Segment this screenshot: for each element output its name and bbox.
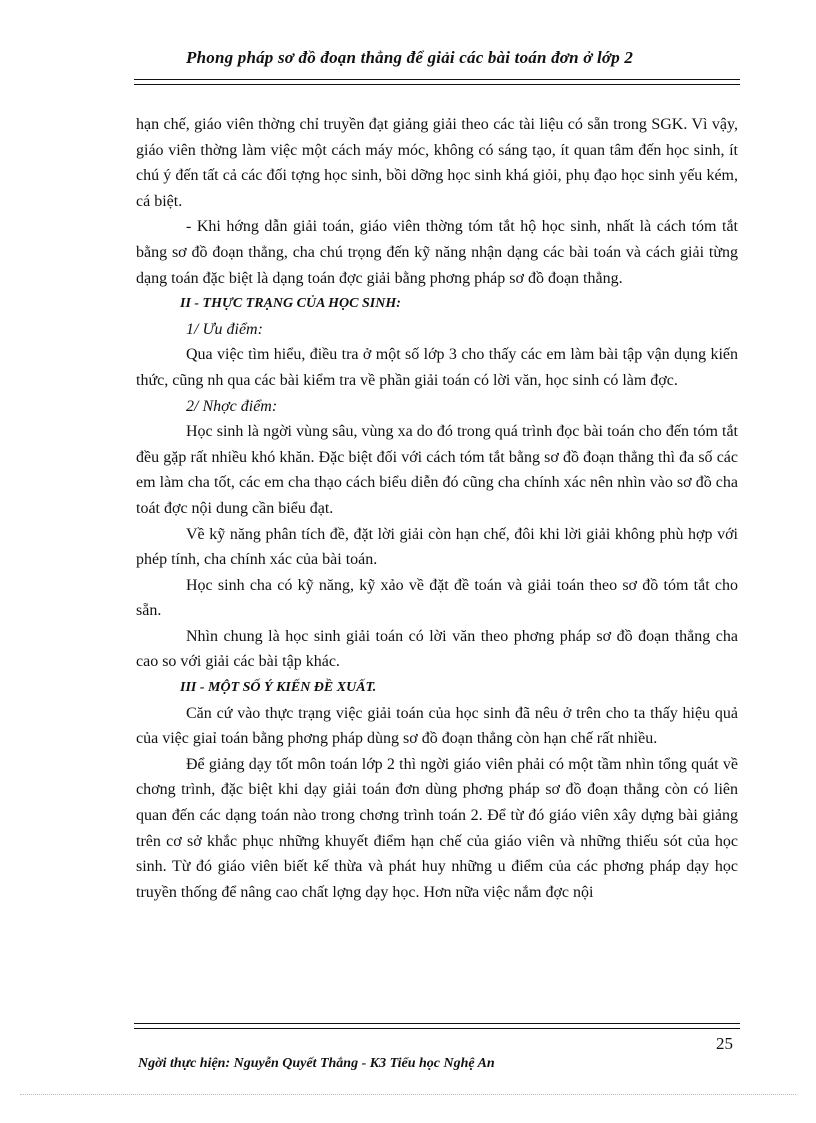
sub-heading: 1/ Ưu điểm: — [186, 320, 263, 338]
page-number: 25 — [716, 1034, 733, 1053]
section-heading: II - THỰC TRẠNG CỦA HỌC SINH: — [180, 296, 401, 312]
section-heading: III - MỘT SỐ Ý KIẾN ĐỀ XUẤT. — [180, 680, 377, 696]
page-edge-dotted-line — [20, 1094, 796, 1095]
header-rule-bottom — [134, 84, 740, 85]
paragraph: hạn chế, giáo viên thờng chỉ truyền đạt giảng giải theo các tài liệu có sẵn trong SGK. Vì vậy, giáo viên thờng làm việc một cách máy móc, không có sáng tạo, ít quan tâm đến học sinh, ít chú ý đến tất cả các đối tợng học sinh, bồi dỡng học sinh khá giỏi, phụ đạo học sinh yếu kém, cá biệt. — [136, 116, 738, 210]
paragraph: - Khi hớng dẫn giải toán, giáo viên thờng tóm tắt hộ học sinh, nhất là cách tóm tắt bằng sơ đồ đoạn thẳng, cha chú trọng đến kỹ năng nhận dạng các bài toán và cách giải từng dạng toán đặc biệt là dạng toán đợc giải bằng phơng pháp sơ đồ đoạn thẳng. — [136, 218, 738, 287]
sub-heading: 2/ Nhợc điểm: — [186, 397, 278, 415]
paragraph: Để giảng dạy tốt môn toán lớp 2 thì ngời giáo viên phải có một tầm nhìn tổng quát về chơng trình, đặc biệt khi dạy giải toán đơn dùng phơng pháp sơ đồ đoạn thẳng còn có liên quan đến các dạng toán nào trong chơng trình toán 2. Để từ đó giáo viên xây dựng bài giảng trên cơ sở khắc phục những khuyết điểm hạn chế của giáo viên và những thiếu sót của học sinh. Từ đó giáo viên biết kế thừa và phát huy những u điểm của các phơng pháp dạy học truyền thống để nâng cao chất lợng dạy học. Hơn nữa việc nắm đợc nội — [136, 755, 738, 901]
paragraph: Học sinh cha có kỹ năng, kỹ xảo về đặt đề toán và giải toán theo sơ đồ tóm tắt cho sẵn. — [136, 576, 738, 620]
paragraph: Học sinh là ngời vùng sâu, vùng xa do đó trong quá trình đọc bài toán cho đến tóm tắt đều gặp rất nhiều khó khăn. Đặc biệt đối với cách tóm tắt bằng sơ đồ đoạn thẳng thì đa số các em làm cha tốt, các em cha thạo cách biểu diễn đó cũng cha chính xác nên nhìn vào sơ đồ cha toát đợc nội dung cần biểu đạt. — [136, 423, 738, 517]
paragraph: Qua việc tìm hiểu, điều tra ở một số lớp 3 cho thấy các em làm bài tập vận dụng kiến thức, cũng nh qua các bài kiểm tra về phần giải toán có lời văn, học sinh có làm đợc. — [136, 346, 738, 389]
paragraph: Nhìn chung là học sinh giải toán có lời văn theo phơng pháp sơ đồ đoạn thẳng cha cao so với giải các bài tập khác. — [136, 627, 738, 671]
paragraph: Căn cứ vào thực trạng việc giải toán của học sinh đã nêu ở trên cho ta thấy hiệu quả của việc giaỉ toán bằng phơng pháp dùng sơ đồ đoạn thẳng còn hạn chế rất nhiều. — [136, 704, 738, 748]
paragraph: Về kỹ năng phân tích đề, đặt lời giải còn hạn chế, đôi khi lời giải không phù hợp với phép tính, cha chính xác của bài toán. — [136, 525, 738, 569]
page-header-title: Phong pháp sơ đồ đoạn thẳng để giải các bài toán đơn ở lớp 2 — [186, 48, 634, 67]
footer-rule-top — [134, 1023, 740, 1024]
footer-rule-bottom — [134, 1028, 740, 1029]
footer-author: Ngời thực hiện: Nguyễn Quyết Thắng - K3 Tiểu học Nghệ An — [138, 1056, 495, 1071]
header-rule-top — [134, 79, 740, 80]
document-body — [136, 112, 738, 905]
